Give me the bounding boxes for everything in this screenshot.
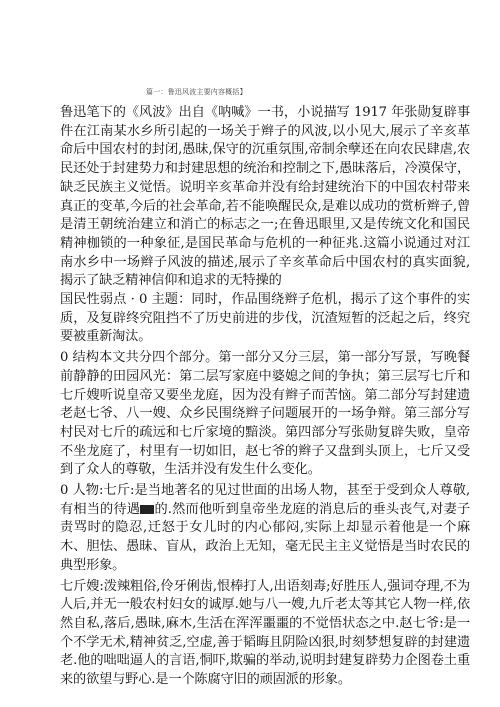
paragraph-character-qijin-sao: 七斤嫂:泼辣粗俗,伶牙俐齿,恨棒打人,出语刻毒;好胜压人,强词夺理,不为人后,并无一般农村妇女的诚厚.她与八一嫂,九斤老太等其它人物一样,依然自私,落后,愚昧,麻木,生活在浑浑噩噩的不觉悟状态之中.赵七爷:是一个不学无术,精神贫乏,空虚,善于韬晦且阴险凶狠,时刻梦想复辟的封建遗老.他的咄咄逼人的言语,恫吓,欺骗的举动,说明封建复辟势力企图卷土重来的欲望与野心.是一个陈腐守旧的顽固派的形象。 xyxy=(60,578,470,688)
inline-image-mark xyxy=(140,505,154,514)
qijin-text-before: 0 人物:七斤:是当地著名的见过世面的出场人物，甚至于受到众人尊敬,有相当的待遇 xyxy=(60,483,470,517)
paragraph-theme: 国民性弱点 · 0 主题：同时，作品围绕辫子危机，揭示了这个事件的实质，及复辟终究阻挡不了历史前进的步伐，沉渣短暂的泛起之后，终究要被重新淘汰。 xyxy=(60,292,470,345)
paragraph-structure: 0 结构本文共分四个部分。第一部分又分三层，第一部分写景，写晚餐前静静的田园风光：第二层写家庭中婆媳之间的争执；第三层写七斤和七斤嫂听说皇帝又要坐龙庭，因为没有辫子而苦恼。第二部分写封建遗老赵七爷、八一嫂、众乡民围绕辫子问题展开的一场争辩。第三部分写村民对七斤的疏远和七斤家境的黯淡。第四部分写张勋复辟失败，皇帝不坐龙庭了，村里有一切如旧，赵七爷的辫子又盘到头顶上，七斤又受到了众人的尊敬，生活并没有发生什么变化。 xyxy=(60,350,470,478)
qijin-text-after: 的.然而他听到皇帝坐龙庭的消息后的垂头丧气,对妻子责骂时的隐忍,迁怒于女儿时的内心郁闷,实际上却显示着他是一个麻木、胆怯、愚昧、盲从，政治上无知，毫无民主主义觉悟是当时农民的典型形象。 xyxy=(60,501,470,573)
paragraph-intro: 鲁迅笔下的《风波》出自《呐喊》一书，小说描写 1917 年张勋复辟事件在江南某水乡所引起的一场关于辫子的风波,以小见大,展示了辛亥革命后中国农村的封闭,愚昧,保守的沉重氛围,帝制余孽还在向农民肆虐,农民还处于封建势力和封建思想的统治和控制之下,愚昧落后，冷漠保守，缺乏民族主义觉悟。说明辛亥革命并没有给封建统治下的中国农村带来真正的变革,今后的社会革命,若不能唤醒民众,是难以成功的赏析辫子,曾是清王朝统治建立和消亡的标志之一;在鲁迅眼里,又是传统文化和国民精神枷锁的一种象征,是国民革命与危机的一种征兆.这篇小说通过对江南水乡中一场辫子风波的描述,展示了辛亥革命后中国农村的真实面貌,揭示了缺乏精神信仰和追求的无特操的 xyxy=(60,105,470,289)
paragraph-character-qijin xyxy=(60,482,470,576)
document-header: 篇一：鲁迅风波主要内容概括】 xyxy=(146,88,247,96)
document-body xyxy=(60,104,470,690)
